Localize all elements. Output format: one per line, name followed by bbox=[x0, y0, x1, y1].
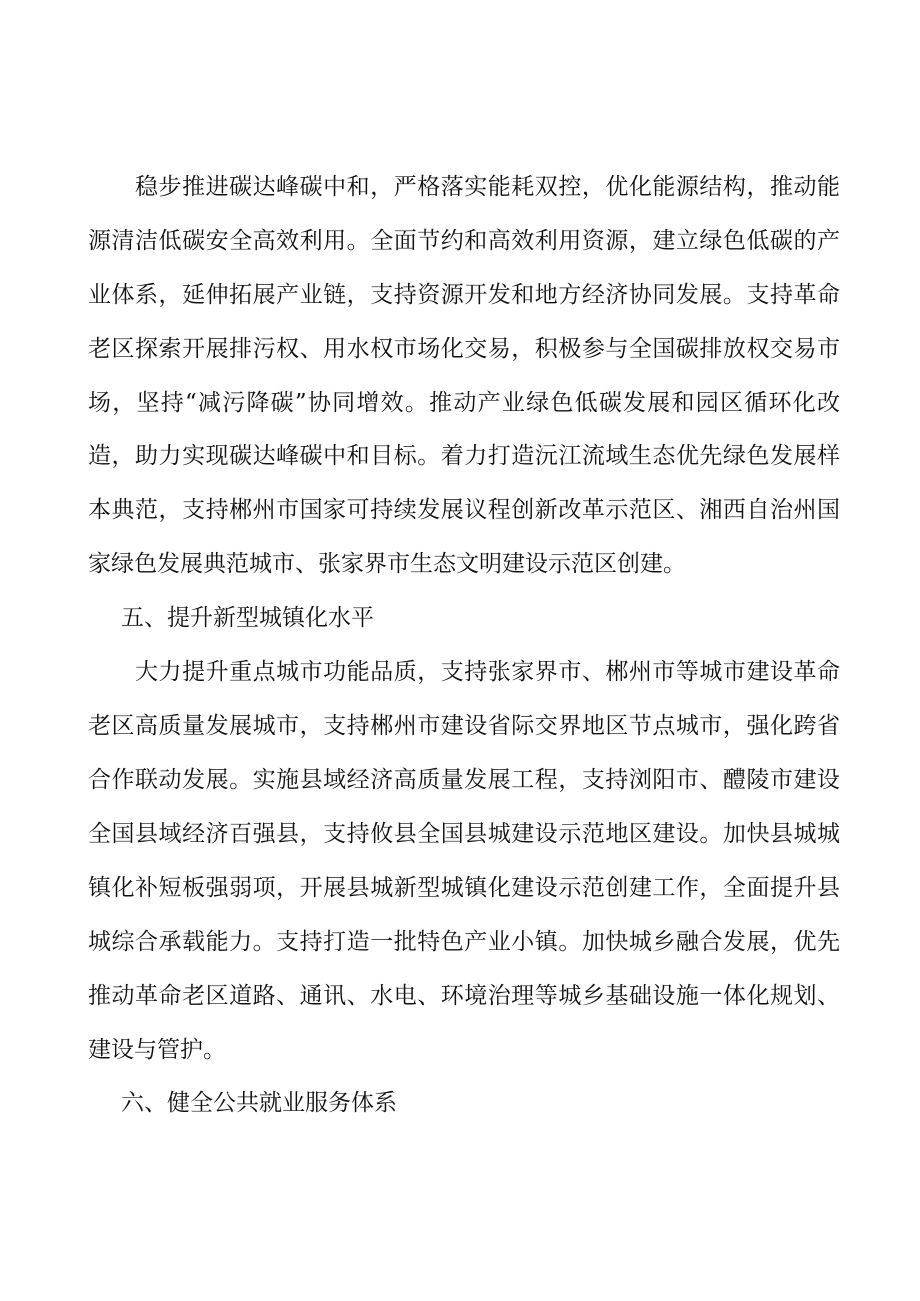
paragraph-2-line-7: 推动革命老区道路、通讯、水电、环境治理等城乡基础设施一体化规划、 bbox=[88, 983, 840, 1009]
paragraph-1-line-3: 业体系，延伸拓展产业链，支持资源开发和地方经济协同发展。支持革命 bbox=[88, 282, 840, 308]
paragraph-2-line-2: 老区高质量发展城市，支持郴州市建设省际交界地区节点城市，强化跨省 bbox=[88, 713, 840, 739]
paragraph-1-line-1: 稳步推进碳达峰碳中和，严格落实能耗双控，优化能源结构，推动能 bbox=[88, 174, 840, 200]
section-heading-5: 五、提升新型城镇化水平 bbox=[121, 605, 374, 631]
paragraph-1-line-2: 源清洁低碳安全高效利用。全面节约和高效利用资源，建立绿色低碳的产 bbox=[88, 228, 840, 254]
paragraph-1-line-8: 家绿色发展典范城市、张家界市生态文明建设示范区创建。 bbox=[88, 551, 686, 577]
paragraph-1-line-6: 造，助力实现碳达峰碳中和目标。着力打造沅江流域生态优先绿色发展样 bbox=[88, 443, 840, 469]
paragraph-2-line-8: 建设与管护。 bbox=[88, 1037, 226, 1063]
section-heading-6: 六、健全公共就业服务体系 bbox=[121, 1090, 397, 1116]
paragraph-1-line-7: 本典范，支持郴州市国家可持续发展议程创新改革示范区、湘西自治州国 bbox=[88, 497, 840, 523]
paragraph-2-line-6: 城综合承载能力。支持打造一批特色产业小镇。加快城乡融合发展，优先 bbox=[88, 929, 840, 955]
paragraph-1-line-4: 老区探索开展排污权、用水权市场化交易，积极参与全国碳排放权交易市 bbox=[88, 336, 840, 362]
paragraph-1-line-5: 场，坚持“减污降碳”协同增效。推动产业绿色低碳发展和园区循环化改 bbox=[88, 390, 840, 416]
paragraph-2-line-5: 镇化补短板强弱项，开展县城新型城镇化建设示范创建工作，全面提升县 bbox=[88, 875, 840, 901]
paragraph-2-line-3: 合作联动发展。实施县域经济高质量发展工程，支持浏阳市、醴陵市建设 bbox=[88, 767, 840, 793]
paragraph-2-line-1: 大力提升重点城市功能品质，支持张家界市、郴州市等城市建设革命 bbox=[88, 659, 840, 685]
paragraph-2-line-4: 全国县域经济百强县，支持攸县全国县城建设示范地区建设。加快县城城 bbox=[88, 821, 840, 847]
